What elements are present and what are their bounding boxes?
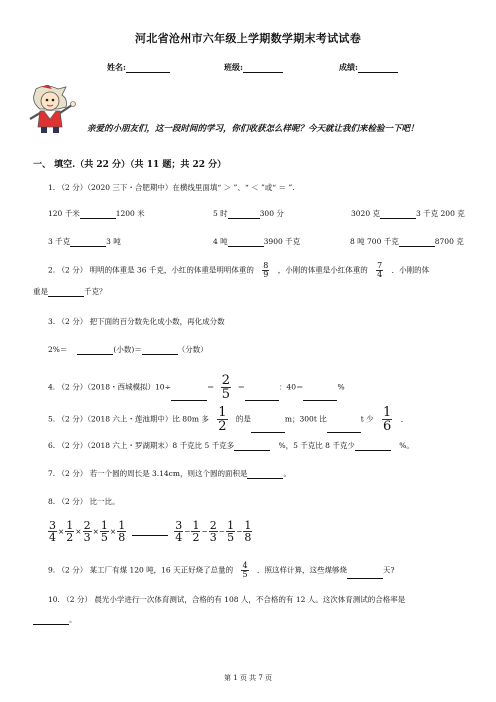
answer-blank[interactable]: [48, 288, 84, 297]
page-footer: 第 1 页 共 7 页: [223, 674, 273, 682]
question-5: 5. （2 分）（2018 六上・莲池期中）比 80m 多 $\frac{1}{2}$ 的是 m；300t 比 t 少 $\frac{1}{6}$ ．: [48, 405, 409, 434]
answer-blank[interactable]: [33, 616, 69, 625]
question-10: 10. （2 分） 晨光小学进行一次体育测试，合格的有 108 人，不合格的有 12 人。这次体育测试的合格率是: [48, 595, 406, 604]
operator: ×: [75, 527, 82, 536]
class-label: 班级:: [224, 62, 243, 72]
fraction: $\frac{1}{5}$: [227, 519, 235, 544]
score-blank[interactable]: [358, 64, 398, 73]
fraction: $\frac{1}{2}$: [192, 519, 200, 544]
operator: −: [201, 527, 208, 536]
answer-blank[interactable]: [303, 392, 337, 401]
question-9: 9. （2 分） 某工厂有煤 120 吨，16 天正好烧了总量的 $\frac{4}{5}$ ．照这样计算，这些煤够烧 天?: [48, 561, 395, 579]
answer-blank[interactable]: [171, 392, 207, 401]
operator: −: [184, 527, 191, 536]
name-blank[interactable]: [126, 64, 170, 73]
answer-blank[interactable]: [399, 238, 435, 247]
fraction: $\frac{1}{8}$: [118, 519, 126, 544]
question-8-stem: 8. （2 分） 比一比。: [48, 497, 120, 506]
fraction: $\frac{3}{4}$: [175, 519, 183, 544]
answer-blank[interactable]: [132, 527, 168, 536]
name-field: [107, 62, 170, 73]
answer-blank[interactable]: [355, 442, 391, 451]
fraction: $\frac{3}{4}$: [49, 519, 56, 544]
answer-blank[interactable]: [234, 442, 270, 451]
question-6: 6. （2 分）（2018 六上・罗湖期末）8 千克比 5 千克多 %，5 千克比 8 千克少 %。: [48, 441, 414, 450]
page-title: 河北省沧州市六年级上学期数学期末考试试卷: [135, 32, 361, 45]
section-heading: 一、 填空.（共 22 分）（共 11 题；共 22 分）: [33, 160, 227, 170]
fraction: $\frac{1}{6}$: [383, 405, 392, 434]
class-field: [224, 62, 283, 73]
fraction: $\frac{1}{8}$: [244, 519, 252, 544]
mascot-illustration: [22, 85, 80, 135]
operator: ×: [109, 527, 117, 536]
fraction: $\frac{8}{9}$: [263, 261, 269, 279]
q1-item-2: 5 时 300 分: [213, 209, 284, 218]
score-field: [339, 62, 398, 73]
fraction: $\frac{2}{5}$: [221, 373, 231, 402]
operator: −: [236, 527, 243, 536]
fraction: $\frac{4}{5}$: [242, 561, 248, 579]
name-label: 姓名:: [107, 62, 126, 72]
q1-item-3: 3020 克 3 千克 200 克: [351, 209, 465, 218]
answer-blank[interactable]: [247, 470, 283, 479]
question-2: 2. （2 分） 明明的体重是 36 千克，小红的体重是明明体重的 $\frac{8}{9}$ ，小刚的体重是小红体重的 $\frac{7}{4}$ ．小刚的体: [48, 261, 430, 279]
answer-blank[interactable]: [380, 210, 416, 219]
answer-blank[interactable]: [228, 238, 264, 247]
expression-right: [174, 520, 252, 543]
fraction: $\frac{2}{3}$: [209, 519, 217, 544]
fraction: $\frac{1}{2}$: [66, 519, 74, 544]
question-3-answer: 2%＝ (小数)＝ （分数）: [48, 345, 208, 354]
answer-blank[interactable]: [228, 210, 260, 219]
operator: −: [218, 527, 226, 536]
fraction: $\frac{1}{2}$: [218, 405, 227, 434]
question-2-cont: 重是 千克？: [33, 287, 107, 296]
question-10-cont: 。: [33, 614, 77, 625]
question-7: 7. （2 分） 若一个圆的周长是 3.14cm，则这个圆的面积是 。: [48, 469, 291, 478]
question-4: 4. （2 分）（2018・西城模拟）10÷ ＝ $\frac{2}{5}$ ＝ ：40＝ %: [48, 373, 345, 402]
welcome-message: 亲爱的小朋友们，这一段时间的学习，你们收获怎么样呢？今天就让我们来检验一下吧！: [87, 124, 419, 134]
answer-blank[interactable]: [245, 392, 279, 401]
answer-blank[interactable]: [142, 346, 178, 355]
question-3-stem: 3. （2 分） 把下面的百分数先化成小数，再化成分数: [48, 317, 225, 326]
answer-blank[interactable]: [80, 210, 116, 219]
q1-item-1: 120 千米 1200 米: [48, 209, 145, 218]
q1-item-5: 4 吨 3900 千克: [213, 237, 301, 246]
answer-blank[interactable]: [77, 346, 113, 355]
operator: ×: [92, 527, 99, 536]
answer-blank[interactable]: [327, 424, 361, 433]
question-1-stem: 1. （2 分）（2020 三下・合肥期中）在横线里面填“ ＞ ”、“ ＜ ”或“ ＝ ”.: [48, 183, 295, 192]
answer-blank[interactable]: [347, 570, 383, 579]
q1-item-6: 8 吨 700 千克 8700 克: [350, 237, 464, 246]
fraction: $\frac{2}{3}$: [83, 519, 91, 544]
answer-blank[interactable]: [70, 238, 106, 247]
expression-left: [48, 520, 126, 543]
q1-item-4: 3 千克 3 吨: [48, 237, 121, 246]
score-label: 成绩:: [339, 62, 358, 72]
fraction: $\frac{7}{4}$: [377, 261, 383, 279]
answer-blank[interactable]: [251, 424, 285, 433]
class-blank[interactable]: [243, 64, 283, 73]
fraction: $\frac{1}{5}$: [100, 519, 108, 544]
question-8-expressions: [48, 520, 252, 543]
operator: ×: [58, 527, 65, 536]
